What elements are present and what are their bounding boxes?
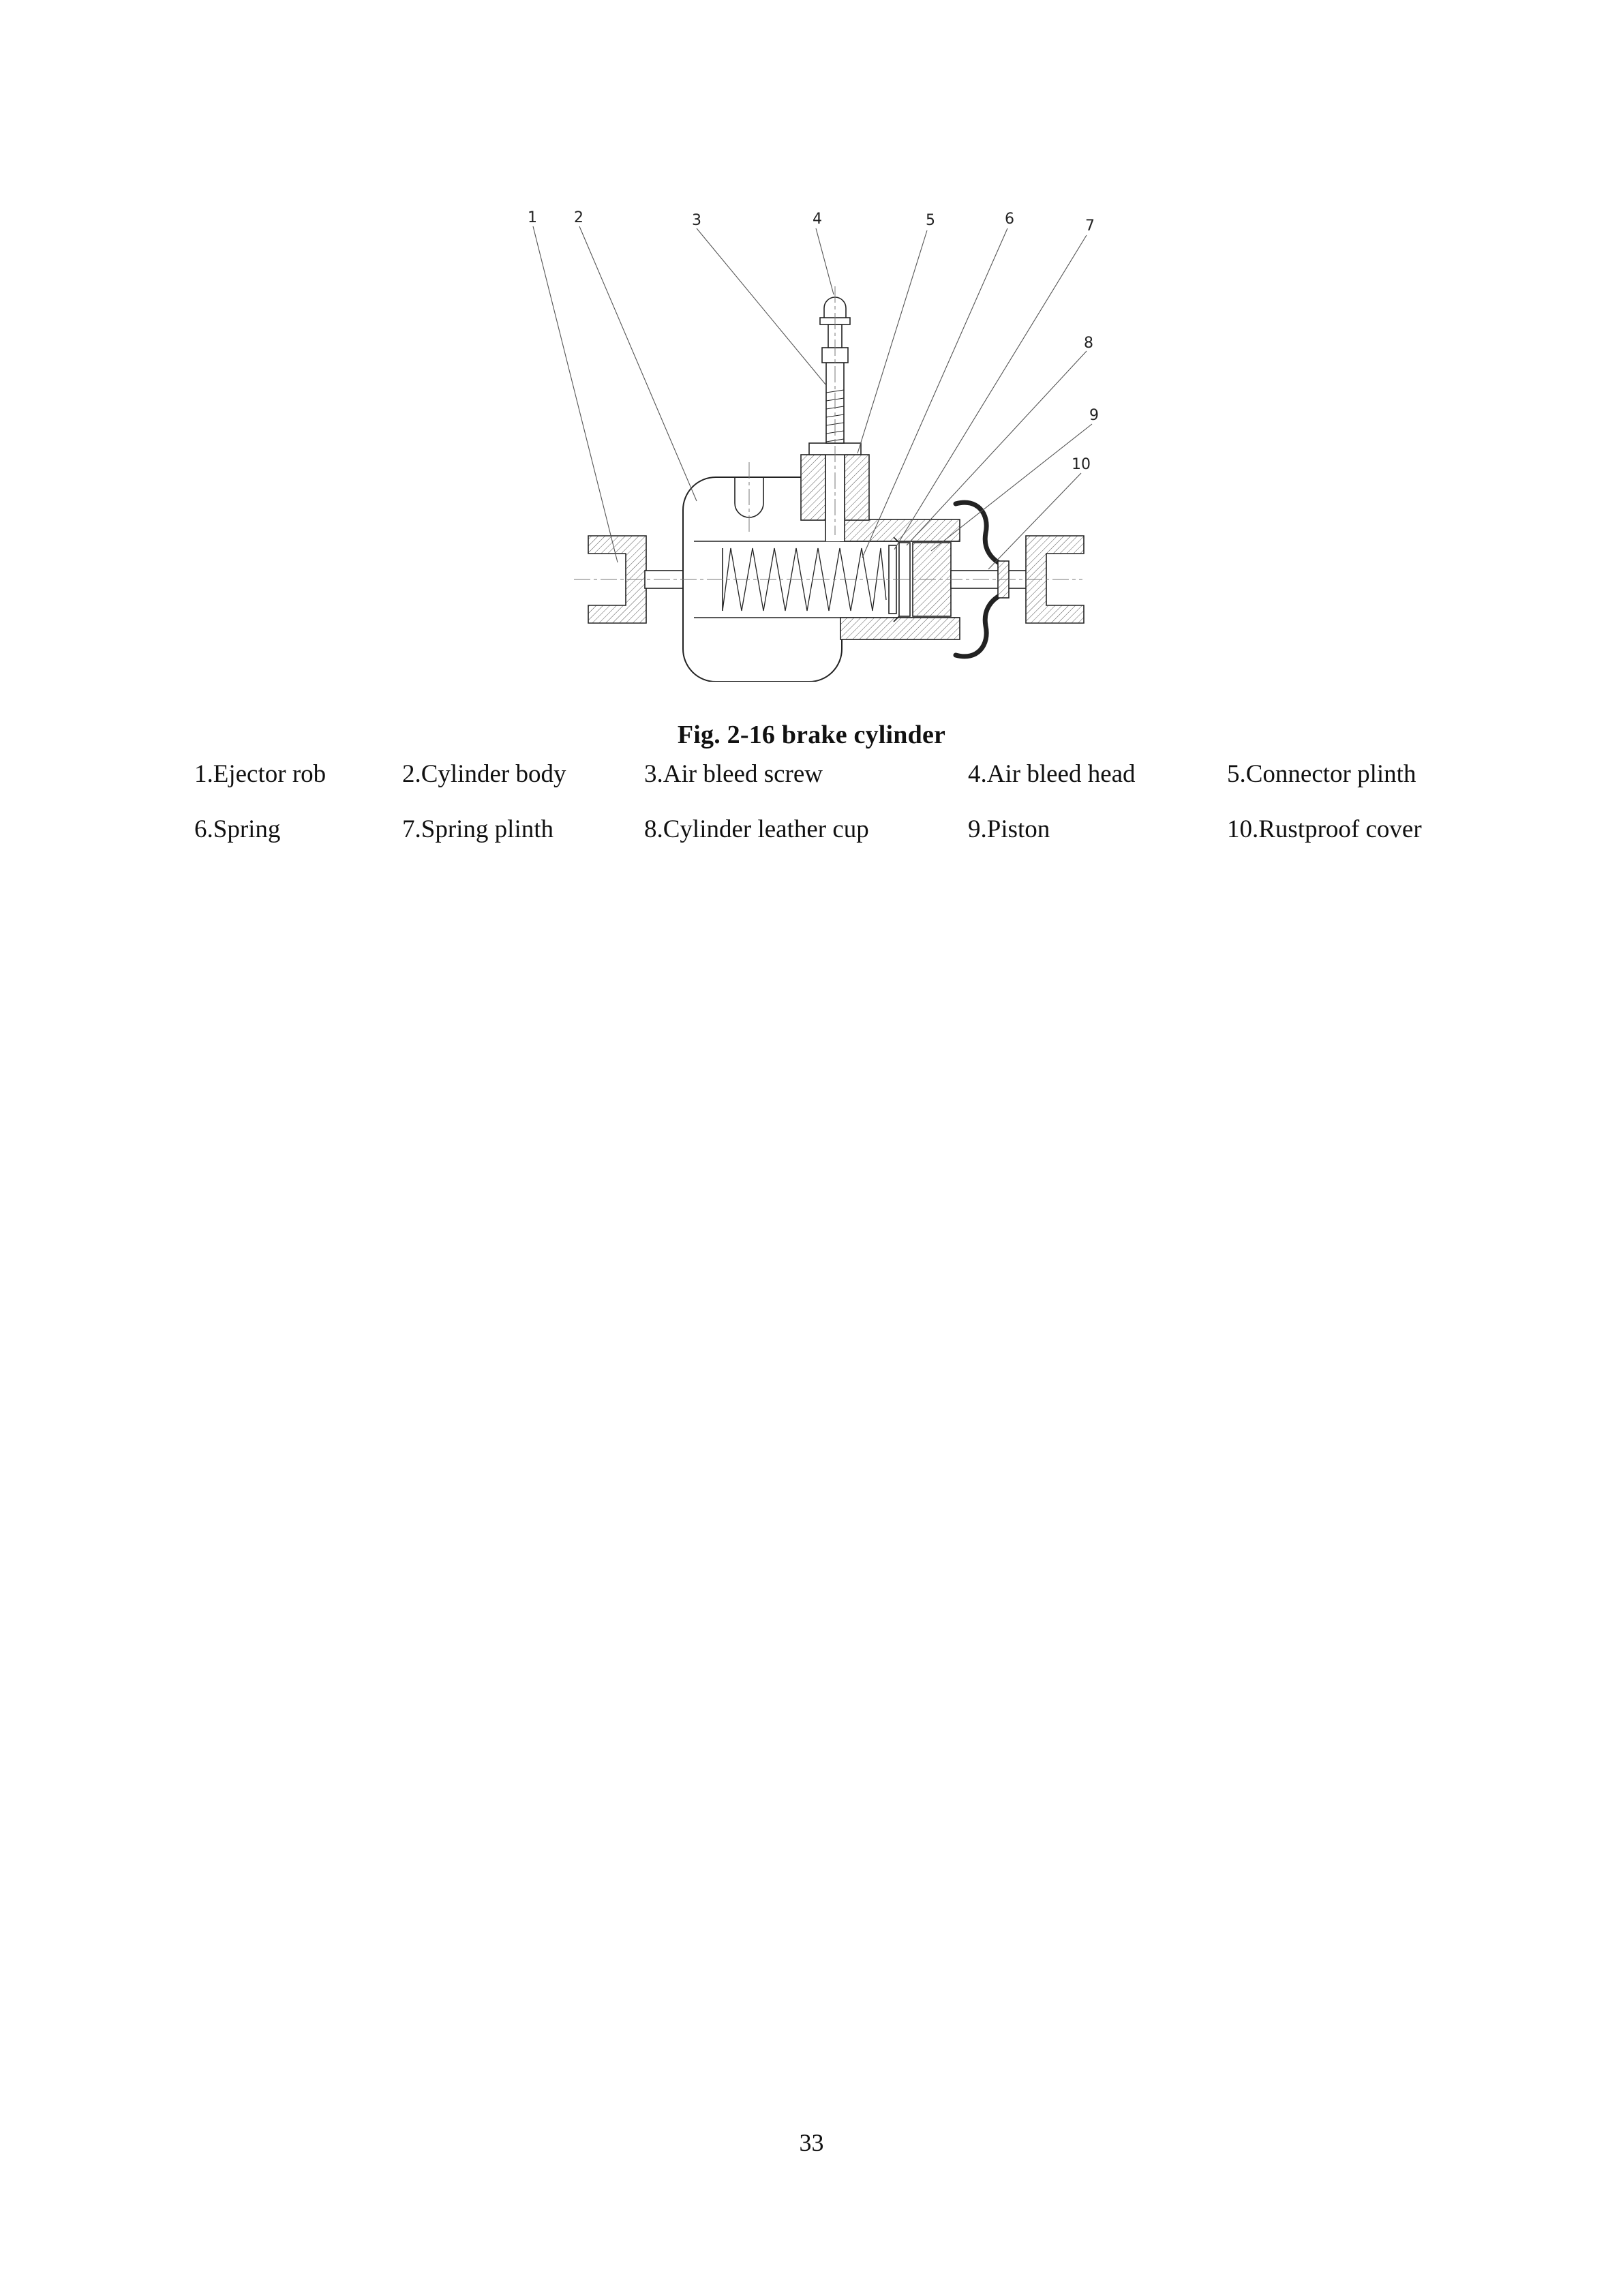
callout-8: 8 <box>1084 335 1093 352</box>
figure-caption: Fig. 2-16 brake cylinder <box>677 721 946 749</box>
brake-cylinder-diagram <box>518 191 1104 682</box>
callout-3: 3 <box>692 212 701 229</box>
page-number: 33 <box>799 2129 824 2156</box>
legend-item-2: 2.Cylinder body <box>402 760 566 788</box>
figure-brake-cylinder <box>518 191 1104 682</box>
bore-wall-bottom <box>840 618 960 639</box>
legend-item-6: 6.Spring <box>194 815 281 843</box>
callout-5: 5 <box>926 212 935 229</box>
legend-item-7: 7.Spring plinth <box>402 815 554 843</box>
callout-6: 6 <box>1005 211 1014 228</box>
bore-wall-top <box>840 519 960 541</box>
callout-10: 10 <box>1072 456 1091 473</box>
callout-numbers <box>528 209 1099 473</box>
legend-item-9: 9.Piston <box>968 815 1050 843</box>
legend-item-10: 10.Rustproof cover <box>1227 815 1422 843</box>
callout-2: 2 <box>574 209 583 226</box>
legend-item-5: 5.Connector plinth <box>1227 760 1416 788</box>
legend-item-1: 1.Ejector rob <box>194 760 327 788</box>
legend-item-4: 4.Air bleed head <box>968 760 1136 788</box>
bleed-boss-left <box>801 455 825 520</box>
callout-1: 1 <box>528 209 537 226</box>
callout-7: 7 <box>1085 217 1095 235</box>
legend-item-3: 3.Air bleed screw <box>644 760 823 788</box>
callout-4: 4 <box>813 211 822 228</box>
callout-9: 9 <box>1089 407 1099 424</box>
bleed-boss-right <box>845 455 869 520</box>
legend-item-8: 8.Cylinder leather cup <box>644 815 869 843</box>
